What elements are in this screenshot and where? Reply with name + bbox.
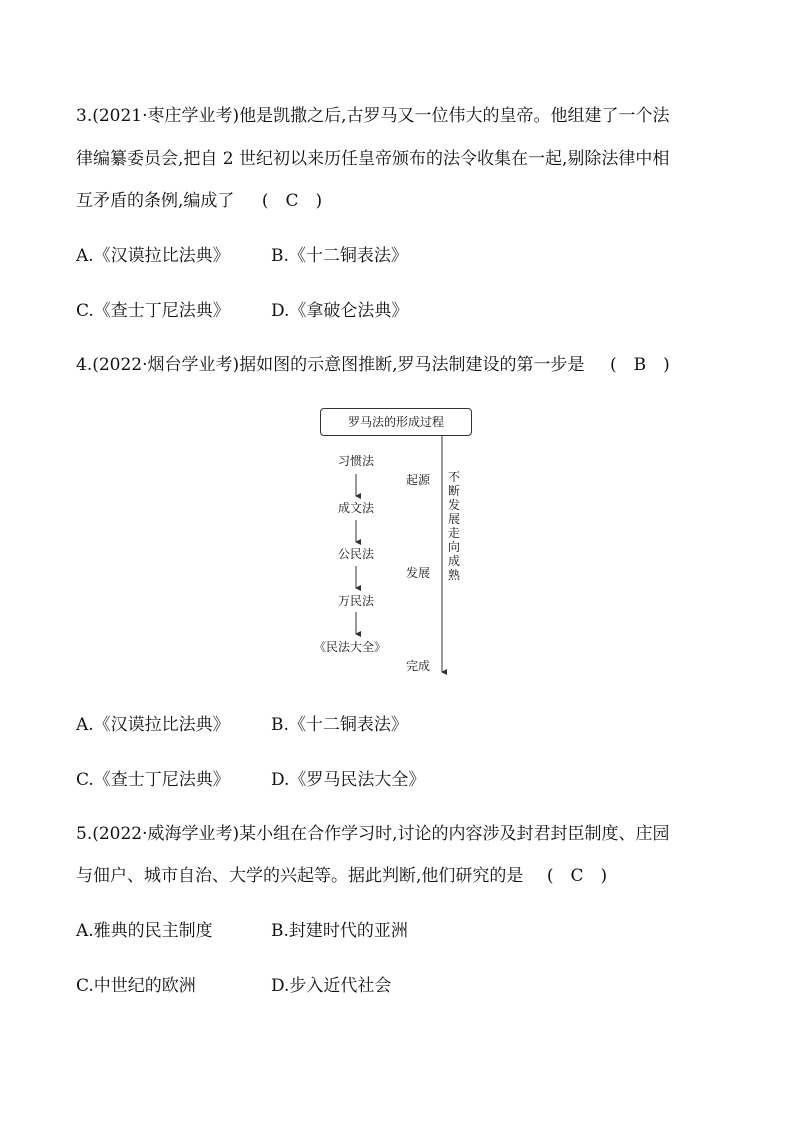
q3-stem-line-2: 律编纂委员会,把自 2 世纪初以来历任皇帝颁布的法令收集在一起,剔除法律中相 [76,149,670,169]
diagram-node-1: 习惯法 [338,454,375,468]
q4-option-b: B.《十二铜表法》 [271,715,408,735]
q4-stem-text: 4.(2022·烟台学业考)据如图的示意图推断,罗马法制建设的第一步是 [76,355,585,375]
q3-stem-line-1: 3.(2021·枣庄学业考)他是凯撒之后,古罗马又一位伟大的皇帝。他组建了一个法 [76,106,670,126]
q3-stem-text: 互矛盾的条例,编成了 [76,191,235,211]
diagram-node-3: 公民法 [338,547,375,561]
q5-stem-line-1: 5.(2022·威海学业考)某小组在合作学习时,讨论的内容涉及封君封臣制度、庄园 [76,824,670,844]
q3-option-b: B.《十二铜表法》 [271,246,408,266]
q3-answer: ( C ) [261,191,323,211]
q5-option-a: A.雅典的民主制度 [76,921,213,941]
stage-origin: 起源 [406,473,431,487]
q5-option-c: C.中世纪的欧洲 [76,976,196,996]
diagram-node-2: 成文法 [338,501,375,515]
q4-option-d: D.《罗马民法大全》 [271,770,426,790]
vertical-label: 不断发展走向成熟 [447,470,460,582]
q5-stem-text: 与佃户、城市自治、大学的兴起等。据此判断,他们研究的是 [76,866,524,886]
q4-stem-line-1 [76,355,670,375]
diagram-node-4: 万民法 [338,594,375,608]
q4-option-c: C.《查士丁尼法典》 [76,770,230,790]
q4-option-a: A.《汉谟拉比法典》 [76,715,230,735]
q4-answer: ( B ) [609,355,670,375]
stage-completion: 完成 [406,659,431,673]
q5-answer: ( C ) [546,866,608,886]
diagram-node-5: 《民法大全》 [314,640,387,654]
q5-option-d: D.步入近代社会 [271,976,392,996]
q5-option-b: B.封建时代的亚洲 [271,921,408,941]
roman-law-diagram [300,400,490,690]
diagram-title: 罗马法的形成过程 [320,408,472,436]
q3-stem-line-3 [76,191,322,211]
q3-option-c: C.《查士丁尼法典》 [76,301,230,321]
q3-option-a: A.《汉谟拉比法典》 [76,246,230,266]
q5-stem-line-2 [76,866,607,886]
stage-development: 发展 [406,566,431,580]
q3-option-d: D.《拿破仑法典》 [271,301,409,321]
